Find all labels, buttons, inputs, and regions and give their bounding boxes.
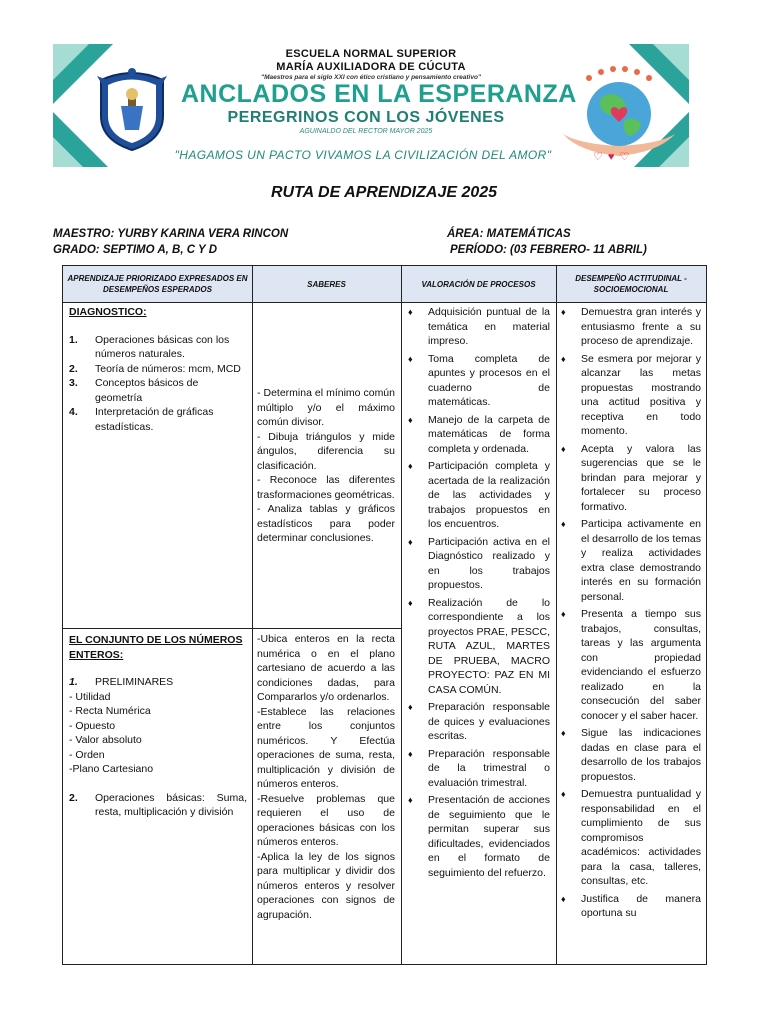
list-item: ♦ Preparación responsable de quices y evaluaciones escritas. xyxy=(408,701,550,742)
diamond-bullet-icon: ♦ xyxy=(408,597,413,608)
learning-route-table xyxy=(62,265,707,965)
enteros-heading-2: ENTEROS: xyxy=(69,648,124,661)
column-divider xyxy=(401,266,402,964)
diamond-bullet-icon: ♦ xyxy=(408,307,413,317)
list-item: ♦ Demuestra gran interés y entusiasmo frente a su proceso de aprendizaje. xyxy=(561,306,701,347)
diamond-bullet-icon: ♦ xyxy=(408,353,413,364)
diamond-bullet-icon: ♦ xyxy=(561,728,566,738)
operaciones-list xyxy=(69,791,247,820)
valoracion-cell xyxy=(406,305,550,883)
diamond-bullet-icon: ♦ xyxy=(561,789,566,799)
saber-item: - Analiza tablas y gráficos estadísticos para poder determinar conclusiones. xyxy=(257,503,395,544)
diamond-bullet-icon: ♦ xyxy=(408,536,413,547)
column-divider xyxy=(252,266,253,964)
sub-item: - Recta Numérica xyxy=(69,705,151,717)
diamond-bullet-icon: ♦ xyxy=(561,353,566,364)
diamond-bullet-icon: ♦ xyxy=(561,443,566,454)
banner-aguinaldo: AGUINALDO DEL RECTOR MAYOR 2025 xyxy=(299,128,433,135)
school-motto: "Maestros para el siglo XXI con ético cristiano y pensamiento creativo" xyxy=(260,74,481,81)
sub-item: - Valor absoluto xyxy=(69,734,142,746)
diamond-bullet-icon: ♦ xyxy=(408,414,413,425)
banner-pacto: "HAGAMOS UN PACTO VIVAMOS LA CIVILIZACIÓN DEL AMOR" xyxy=(174,148,552,162)
list-item: ♦ Manejo de la carpeta de matemáticas de forma completa y ordenada. xyxy=(408,413,550,455)
list-item: ♦ Participación completa y acertada de la realización de las actividades y trabajos propuestos en los encuentros. xyxy=(408,460,550,530)
table-header-row xyxy=(63,266,706,303)
enteros-cell xyxy=(69,633,247,820)
saberes-enteros-cell xyxy=(257,632,395,922)
diamond-bullet-icon: ♦ xyxy=(408,702,413,712)
saber-item: -Aplica la ley de los signos para multiplicar y dividir dos números enteros y resolver operaciones con signos de agrupación. xyxy=(257,850,395,921)
list-item: 4. Interpretación de gráficas estadísticas. xyxy=(69,406,214,433)
diamond-bullet-icon: ♦ xyxy=(408,795,413,805)
list-item: ♦ Demuestra puntualidad y responsabilidad en el cumplimiento de sus compromisos académicos: actividades para la casa, talleres, consultas, etc. xyxy=(561,788,701,887)
list-item: ♦ Participa activamente en el desarrollo de los temas y realiza actividades extra clase demostrando interés en su formación personal. xyxy=(561,518,701,603)
saber-item: -Ubica enteros en la recta numérica o en el plano cartesiano de acuerdo a las condiciones dadas, para Compararlos y/o ordenarlos. xyxy=(257,633,395,703)
list-item: ♦ Realización de lo correspondiente a los proyectos PRAE, PESCC, RUTA AZUL, MARTES DE PRUEBA, MACRO PROYECTO: PAZ EN MI CASA COMÚN. xyxy=(408,596,550,696)
desempeno-list xyxy=(559,305,701,921)
header-banner xyxy=(53,44,689,167)
saberes-diagnostico-cell xyxy=(257,386,395,546)
saber-item: -Resuelve problemas que requieren el uso de operaciones básicas con los números enteros. xyxy=(257,792,395,848)
desempeno-cell xyxy=(559,305,701,924)
banner-subslogan: PEREGRINOS CON LOS JÓVENES xyxy=(227,109,505,126)
page-title: RUTA DE APRENDIZAJE 2025 xyxy=(270,184,498,201)
diamond-bullet-icon: ♦ xyxy=(408,461,413,471)
saber-item: - Dibuja triángulos y mide ángulos, diferencia su clasificación. xyxy=(257,430,395,472)
sub-item: -Plano Cartesiano xyxy=(69,763,154,775)
saber-item: -Establece las relaciones entre los conjuntos numéricos. Y Efectúa operaciones de suma, resta, multiplicación y división de números enteros. xyxy=(257,705,395,790)
column-header-saberes: SABERES xyxy=(307,279,346,289)
diamond-bullet-icon: ♦ xyxy=(561,609,566,619)
diamond-bullet-icon: ♦ xyxy=(561,893,566,904)
school-name-line2: MARÍA AUXILIADORA DE CÚCUTA xyxy=(276,61,466,73)
saber-item: - Reconoce las diferentes trasformaciones geométricas. xyxy=(257,474,395,501)
corner-decoration xyxy=(53,137,83,167)
valoracion-list xyxy=(406,305,550,880)
list-item: 3. Conceptos básicos de geometría xyxy=(69,377,199,404)
list-item: 1. PRELIMINARES xyxy=(69,676,174,688)
list-item: 2. Operaciones básicas: Suma, resta, multiplicación y división xyxy=(69,791,247,818)
sub-item: - Utilidad xyxy=(69,690,111,703)
subject-area: ÁREA: MATEMÁTICAS xyxy=(447,228,571,240)
column-divider xyxy=(556,266,557,964)
diagnostico-heading: DIAGNOSTICO: xyxy=(69,306,147,318)
column-header-desempeno: DESEMPEÑO ACTITUDINAL - SOCIOEMOCIONAL xyxy=(575,274,687,294)
list-item: 1. Operaciones básicas con los números naturales. xyxy=(69,333,230,360)
list-item: 2. Teoría de números: mcm, MCD xyxy=(69,362,241,375)
diamond-bullet-icon: ♦ xyxy=(561,519,566,529)
teacher-name: MAESTRO: YURBY KARINA VERA RINCON xyxy=(53,228,289,240)
list-item: ♦ Justifica de manera oportuna su xyxy=(561,892,701,919)
row-divider xyxy=(63,628,402,629)
list-item: ♦ Presentación de acciones de seguimiento que le permitan superar sus dificultades, evidenciados en el formato de seguimiento del refuerzo. xyxy=(408,794,550,879)
enteros-list xyxy=(69,675,247,690)
period: PERÍODO: (03 FEBRERO- 11 ABRIL) xyxy=(450,244,647,256)
list-item: ♦ Sigue las indicaciones dadas en clase para el desarrollo de los trabajos propuestos. xyxy=(561,727,701,783)
grade-level: GRADO: SEPTIMO A, B, C Y D xyxy=(53,244,217,256)
hearts-icon: ♡ ♥ ♡ xyxy=(593,151,631,163)
diagnostico-cell xyxy=(69,305,247,434)
diamond-bullet-icon: ♦ xyxy=(561,307,566,317)
list-item: ♦ Toma completa de apuntes y procesos en el cuaderno de matemáticas. xyxy=(408,352,550,408)
list-item: ♦ Acepta y valora las sugerencias que se le brindan para mejorar y fortalecer su proceso formativo. xyxy=(561,442,701,513)
list-item: ♦ Participación activa en el Diagnóstico realizado y en los trabajos propuestos. xyxy=(408,535,550,591)
diagnostico-list xyxy=(69,333,247,435)
saber-item: - Determina el mínimo común múltiplo y/o el máximo común divisor. xyxy=(257,387,395,428)
banner-slogan: ANCLADOS EN LA ESPERANZA xyxy=(181,80,577,108)
list-item: ♦ Adquisición puntual de la temática en material impreso. xyxy=(408,306,550,347)
column-header-valoracion: VALORACIÓN DE PROCESOS xyxy=(421,279,536,289)
column-header-aprendizaje: APRENDIZAJE PRIORIZADO EXPRESADOS EN DESEMPEÑOS ESPERADOS xyxy=(67,274,248,294)
sub-item: - Orden xyxy=(69,748,105,761)
school-name-line1: ESCUELA NORMAL SUPERIOR xyxy=(285,48,457,60)
enteros-heading: EL CONJUNTO DE LOS NÚMEROS xyxy=(69,634,243,646)
list-item: ♦ Preparación responsable de la trimestral o evaluación trimestral. xyxy=(408,747,550,789)
diamond-bullet-icon: ♦ xyxy=(408,748,413,759)
list-item: ♦ Presenta a tiempo sus trabajos, consultas, tareas y las argumenta con propiedad evidenciando el esfuerzo realizado en la consecución del saber conocer y el saber hacer. xyxy=(561,608,701,722)
sub-item: - Opuesto xyxy=(69,719,116,732)
list-item: ♦ Se esmera por mejorar y alcanzar las metas propuestas mostrando una actitud positiva y receptiva en todo momento. xyxy=(561,352,701,437)
